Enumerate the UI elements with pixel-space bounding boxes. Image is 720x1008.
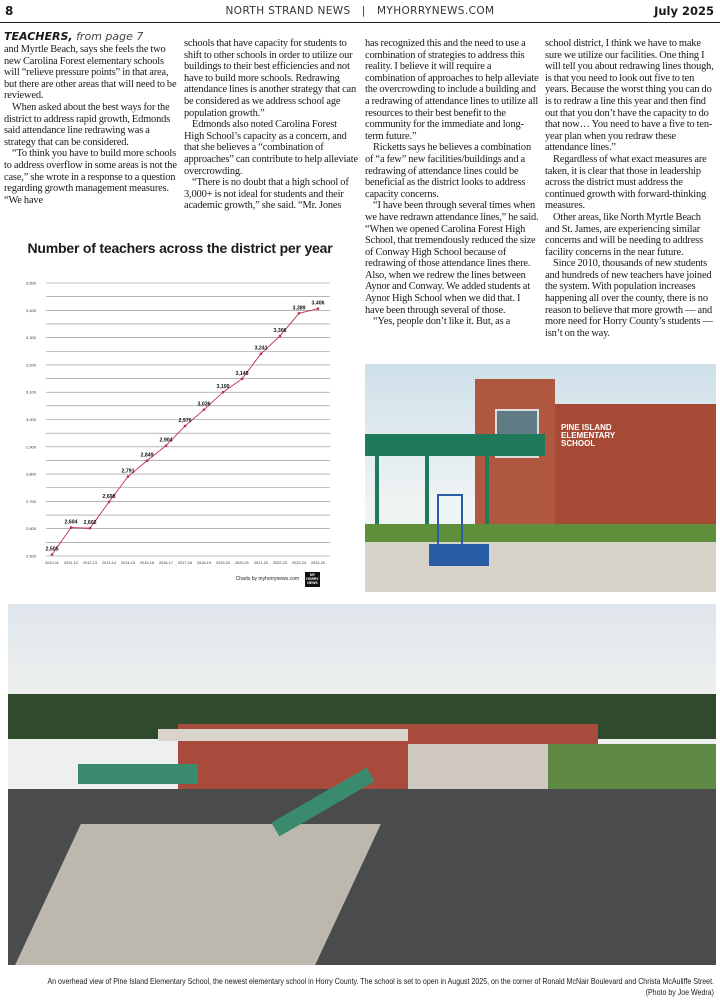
- caption-text: An overhead view of Pine Island Elementary School, the newest elementary school in Horry County. The school is set to open in August 2025, on the corner of Ronald McNair Boulevard and Christa McAuliffe Street.: [47, 977, 715, 986]
- article-column-2: [184, 38, 359, 212]
- canopy: [78, 764, 198, 784]
- data-label: 3,306: [273, 327, 287, 334]
- x-tick-label: 2016-17: [159, 561, 173, 565]
- y-tick-label: 2,600: [25, 526, 36, 532]
- school-entrance-photo: [365, 364, 716, 592]
- article-paragraph: “Yes, people don’t like it. But, as a: [373, 316, 511, 328]
- article-paragraph: schools that have capacity for students to shift to other schools in order to utilize our buildings to their best efficiencies and not have to build more schools. Redrawing attendance lines is another strategy that can be considered as we address school age population growth.”: [184, 38, 357, 119]
- data-label: 2,976: [178, 418, 192, 425]
- y-tick-label: 3,300: [25, 335, 36, 341]
- data-label: 3,406: [311, 300, 325, 307]
- article-paragraph: When asked about the best ways for the district to address rapid growth, Edmonds said attendance line redrawing was a strategy that can be considered.: [4, 101, 171, 148]
- issue-date: July 2025: [654, 4, 714, 18]
- teachers-line-chart: [0, 270, 340, 570]
- x-tick-label: 2013-14: [102, 561, 116, 565]
- article-column-3: [365, 38, 540, 328]
- data-label: 3,100: [216, 384, 230, 391]
- x-tick-label: 2015-16: [140, 561, 154, 565]
- x-tick-label: 2021-22: [254, 561, 268, 565]
- school-sign: PINE ISLAND ELEMENTARY SCHOOL: [561, 423, 616, 448]
- y-tick-label: 3,400: [25, 307, 36, 313]
- article-paragraph: and Myrtle Beach, says she feels the two new Carolina Forest elementary schools will “relieve pressure points” in that area, but there are other areas that will need to be reviewed.: [4, 44, 177, 102]
- x-tick-label: 2024-25: [311, 561, 325, 565]
- y-tick-label: 3,100: [25, 389, 36, 395]
- data-point: [298, 312, 301, 315]
- photo-caption: [16, 976, 714, 998]
- aerial-school-photo: [8, 604, 716, 965]
- article-paragraph: Ricketts says he believes a combination of “a few” new facilities/buildings and a redrawing of attendance lines could be beneficial as the district looks to address capacity concerns.: [365, 142, 531, 200]
- y-tick-label: 3,500: [25, 280, 36, 286]
- x-tick-label: 2019-20: [216, 561, 230, 565]
- x-tick-label: 2012-13: [83, 561, 97, 565]
- y-tick-label: 2,900: [25, 444, 36, 450]
- data-label: 2,849: [140, 452, 154, 459]
- page-header: [0, 0, 720, 23]
- x-tick-label: 2011-12: [64, 561, 78, 565]
- data-point: [108, 501, 111, 504]
- article-paragraph: has recognized this and the need to use a combination of strategies to address this reality. I believe it will require a combination of approaches to help alleviate the overcrowding to include a building and a redrawing of attendance lines to utilize all resources to their best benefit to the community for the immediate and long-term future.”: [365, 38, 539, 142]
- data-label: 2,904: [159, 437, 173, 444]
- article-column-1: [4, 30, 179, 206]
- article-paragraph: “I have been through several times when we have redrawn attendance lines,” he said. “When we opened Carolina Forest High School, that tremendously reduced the size of Conway High School because of redrawing of those attendance lines there. Also, when we redrew the lines between Aynor and Conway. We added students at Aynor High School when we did that. I have been through several of those.: [365, 200, 539, 316]
- x-tick-label: 2017-18: [178, 561, 192, 565]
- data-point: [127, 475, 130, 478]
- sidewalk: [365, 542, 716, 592]
- scissor-lift: [429, 544, 489, 566]
- data-point: [279, 335, 282, 338]
- series-line: [52, 309, 318, 555]
- roof: [158, 729, 408, 741]
- data-label: 2,791: [121, 468, 135, 475]
- building-wing: [408, 744, 548, 794]
- data-point: [241, 378, 244, 381]
- x-tick-label: 2018-19: [197, 561, 211, 565]
- x-tick-label: 2014-15: [121, 561, 135, 565]
- y-tick-label: 2,800: [25, 471, 36, 477]
- chart-title: Number of teachers across the district per year: [27, 240, 333, 256]
- chart-credit: Charts by myhorrynews.com: [235, 576, 299, 582]
- data-label: 2,604: [64, 519, 78, 526]
- article-column-4: [545, 38, 717, 339]
- data-point: [165, 444, 168, 447]
- article-paragraph: Since 2010, thousands of new students and hundreds of new teachers have joined the system. With population increases happening all over the county, there is no reason to believe that more growth — and more need for Horry County’s students — isn’t on the way.: [545, 258, 713, 339]
- article-paragraph: Edmonds also noted Carolina Forest High School’s capacity as a concern, and that she believes a “combination of approaches” can contribute to help alleviate overcrowding.: [184, 119, 358, 177]
- jump-from: from page 7: [76, 30, 144, 43]
- data-label: 2,698: [102, 493, 116, 500]
- data-label: 3,241: [254, 345, 268, 352]
- lawn: [365, 524, 716, 542]
- publication-name: NORTH STRAND NEWS | MYHORRYNEWS.COM: [225, 5, 495, 17]
- article-paragraph: “There is no doubt that a high school of 3,000+ is not ideal for students and their academic growth,” she said. “Mr. Jones: [184, 177, 349, 212]
- jump-line: [4, 30, 179, 43]
- x-tick-label: 2010-11: [45, 561, 59, 565]
- y-tick-label: 2,500: [25, 553, 36, 559]
- article-paragraph: Other areas, like North Myrtle Beach and St. James, are experiencing similar concerns and will be needing to address facility concerns in the near future.: [545, 211, 703, 258]
- data-point: [89, 527, 92, 530]
- jump-label: TEACHERS,: [4, 30, 73, 43]
- data-point: [146, 459, 149, 462]
- y-tick-label: 3,000: [25, 417, 36, 422]
- data-point: [260, 352, 263, 355]
- data-point: [203, 408, 206, 411]
- data-point: [222, 391, 225, 394]
- data-point: [317, 307, 320, 310]
- data-label: 2,505: [45, 546, 59, 553]
- y-tick-label: 2,700: [25, 498, 36, 504]
- data-label: 2,602: [83, 520, 97, 527]
- page-number: 8: [5, 4, 14, 18]
- data-label: 3,036: [197, 401, 211, 408]
- data-label: 3,149: [235, 370, 249, 377]
- y-tick-label: 3,200: [25, 362, 36, 368]
- x-tick-label: 2023-24: [292, 561, 306, 565]
- x-tick-label: 2022-23: [273, 561, 287, 565]
- article-paragraph: school district, I think we have to make sure we utilize our facilities. One thing I will tell you about redrawing lines though, is that you need to look out five to ten years. Because the worst thing you can do is to redraw a line this year and then find out that you don’t have the capacity to do that now… You need to have a five to ten-year plan when you redraw these attendance lines.”: [545, 38, 714, 154]
- data-point: [70, 526, 73, 529]
- x-tick-label: 2020-21: [235, 561, 249, 565]
- data-label: 3,389: [292, 305, 306, 312]
- data-point: [51, 553, 54, 556]
- photo-credit: (Photo by Joe Wedra): [645, 988, 714, 997]
- article-paragraph: Regardless of what exact measures are taken, it is clear that those in leadership across the district must address the continued growth with forward-thinking measures.: [545, 153, 707, 212]
- data-point: [184, 425, 187, 428]
- green-canopy: [365, 434, 545, 456]
- article-paragraph: “To think you have to build more schools to address overflow in some areas is not the case,” she wrote in a response to a question regarding growth management measures. “We have: [4, 148, 177, 206]
- myhorrynews-logo: MY HORRY NEWS: [306, 573, 319, 585]
